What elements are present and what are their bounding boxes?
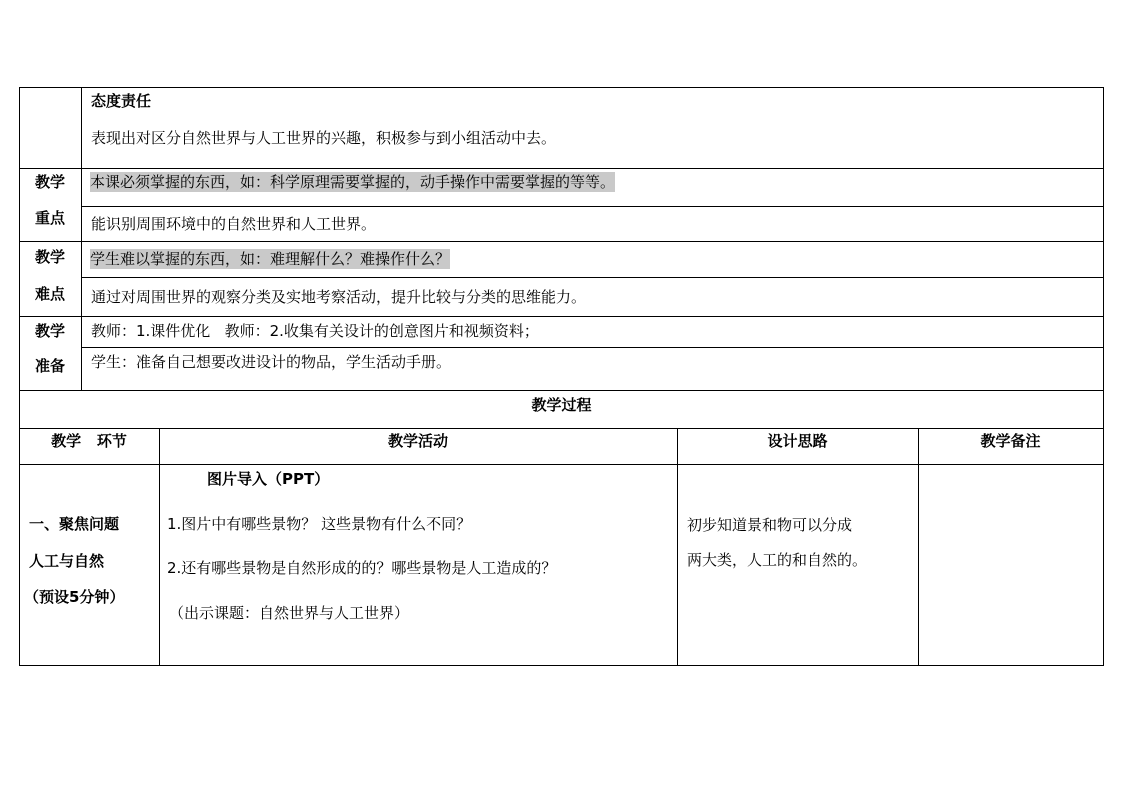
attitude-heading: 态度责任 xyxy=(91,92,152,110)
difficulty-label-1: 教学 xyxy=(35,248,66,266)
stage-line-2: 人工与自然 xyxy=(29,552,105,570)
header-design: 设计思路 xyxy=(767,432,828,450)
focus-highlight-text: 本课必须掌握的东西，如：科学原理需要掌握的，动手操作中需要掌握的等等。 xyxy=(90,173,616,191)
difficulty-label-2: 难点 xyxy=(35,285,66,303)
header-activity: 教学活动 xyxy=(387,432,448,450)
stage-line-1: 一、聚焦问题 xyxy=(29,515,120,533)
focus-text: 能识别周围环境中的自然世界和人工世界。 xyxy=(91,215,377,233)
header-stage: 教学 环节 xyxy=(51,432,127,450)
activity-note: （出示课题：自然世界与人工世界） xyxy=(169,604,410,622)
activity-title: 图片导入（PPT） xyxy=(207,470,330,488)
prep-label-2: 准备 xyxy=(35,357,66,375)
prep-label-1: 教学 xyxy=(35,322,66,340)
design-line-1: 初步知道景和物可以分成 xyxy=(687,516,853,534)
prep-student-text: 学生：准备自己想要改进设计的物品，学生活动手册。 xyxy=(91,353,452,371)
difficulty-highlight-text: 学生难以掌握的东西，如：难理解什么？难操作什么？ xyxy=(90,250,451,268)
prep-teacher-text: 教师：1.课件优化 教师：2.收集有关设计的创意图片和视频资料； xyxy=(91,322,539,340)
header-remark: 教学备注 xyxy=(980,432,1041,450)
activity-question-2: 2.还有哪些景物是自然形成的的？哪些景物是人工造成的？ xyxy=(167,559,557,577)
process-title: 教学过程 xyxy=(531,396,592,414)
focus-label-2: 重点 xyxy=(35,209,66,227)
difficulty-text: 通过对周围世界的观察分类及实地考察活动，提升比较与分类的思维能力。 xyxy=(91,288,587,306)
design-line-2: 两大类，人工的和自然的。 xyxy=(687,551,868,569)
activity-question-1: 1.图片中有哪些景物？ 这些景物有什么不同？ xyxy=(167,515,472,533)
focus-label-1: 教学 xyxy=(35,173,66,191)
stage-line-3: （预设5分钟） xyxy=(24,588,125,606)
attitude-text: 表现出对区分自然世界与人工世界的兴趣，积极参与到小组活动中去。 xyxy=(91,129,557,147)
